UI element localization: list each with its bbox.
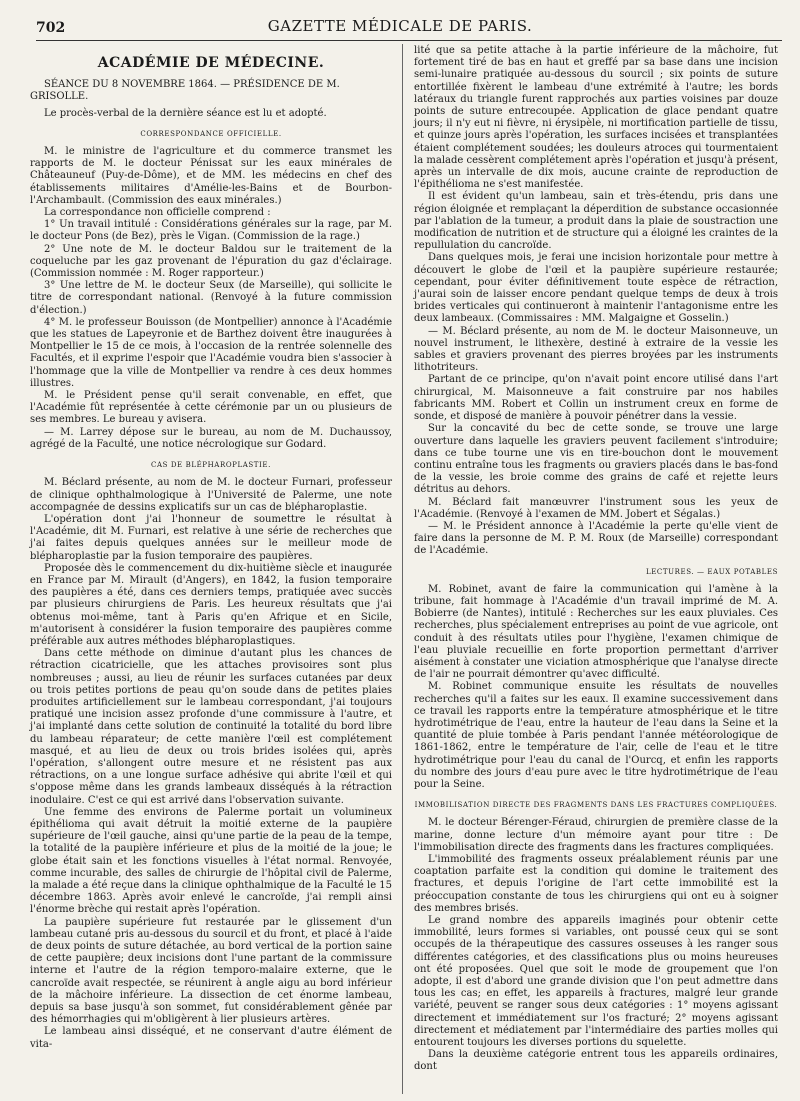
paragraph: Proposée dès le commencement du dix-huitième siècle et inaugurée en France par M. Mirault (d'Angers), en 1842, la fusion temporaire des paupières a été, dans ces derniers temps, pratiquée avec succès par plusieurs chirurgiens de Paris. Les heureux résultats que j'ai obtenus moi-même, tant à Paris qu'en Afrique et en Sicile, m'autorisent à considérer la fusion temporaire des paupières comme préférable aux autres méthodes blépharoplastiques. <box>30 562 392 647</box>
paragraph: 3° Une lettre de M. le docteur Seux (de Marseille), qui sollicite le titre de correspondant national. (Renvoyé à la future commission d'élection.) <box>30 280 392 316</box>
paragraph: Sur la concavité du bec de cette sonde, se trouve une large ouverture dans laquelle les graviers peuvent facilement s'introduire; dans ce tube tourne une vis en tire-bouchon dont le mouvement continu entraîne tous les fragments ou graviers placés dans le bas-fond de la vessie, les broie comme des grains de café et rejette leurs détritus au dehors. <box>414 423 778 496</box>
paragraph: 2° Une note de M. le docteur Baldou sur le traitement de la coqueluche par les gaz provenant de l'épuration du gaz d'éclairage. (Commission nommée : M. Roger rapporteur.) <box>30 243 392 280</box>
paragraph: lité que sa petite attache à la partie inférieure de la mâchoire, fut fortement tiré de bas en haut et greffé par sa base dans une incision semi-lunaire pratiquée au-dessous du sourcil ; six points de suture entortillée fixèrent le lambeau d'une extrémité à l'autre; les bords latéraux du triangle furent rapprochés aux parties voisines par douze points de suture entrecoupée. Application de glace pendant quatre jours; il n'y eut ni fièvre, ni érysipèle, ni mortification partielle de tissu, et quinze jours après l'opération, les surfaces incisées et transplantées étaient complétement soudées; les douleurs atroces qui tourmentaient la malade cessèrent complétement après l'opération et jusqu'à présent, après un intervalle de dix mois, aucune crainte de reproduction de l'épithélioma ne s'est manifestée. <box>414 45 778 191</box>
section-heading: SÉANCE DU 8 NOVEMBRE 1864. — PRÉSIDENCE DE M. GRISOLLE. <box>30 79 340 103</box>
header-rule <box>36 40 782 41</box>
paragraph: 4° M. le professeur Bouisson (de Montpellier) annonce à l'Académie que les statues de Lapeyronie et de Barthez doivent être inaugurées à Montpellier le 15 de ce mois, à l'occasion de la rentrée solennelle des Facultés, et il exprime l'espoir que l'Académie voudra bien s'associer à l'hommage que la ville de Montpellier va rendre à ces deux hommes illustres. <box>30 316 392 389</box>
paragraph: M. le ministre de l'agriculture et du commerce transmet les rapports de M. le docteur Pénissat sur les eaux minérales de Châteauneuf (Puy-de-Dôme), et de MM. les médecins en chef des établissements militaires d'Amélie-les-Bains et de Bourbon-l'Archambault. (Commission des eaux minérales.) <box>30 146 392 206</box>
left-column <box>30 45 392 1051</box>
paragraph: Dans quelques mois, je ferai une incision horizontale pour mettre à découvert le globe de l'œil et la paupière supérieure restaurée; cependant, pour éviter définitivement toute espèce de rétraction, j'aurai soin de laisser encore pendant quelque temps de deux à trois brides verticales qui continueront à maintenir l'antagonisme entre les deux lambeaux. (Commissaires : MM. Malgaigne et Gosselin.) <box>414 252 778 325</box>
page-header <box>0 0 800 40</box>
paragraph: — M. Béclard présente, au nom de M. le docteur Maisonneuve, un nouvel instrument, le lithexère, destiné à extraire de la vessie les sables et graviers provenant des pierres broyées par les instruments lithotriteurs. <box>414 325 778 374</box>
paragraph: M. Robinet, avant de faire la communication qui l'amène à la tribune, fait hommage à l'Académie d'un travail imprimé de M. A. Bobierre (de Nantes), intitulé : Recherches sur les eaux pluviales. Ces recherches, plus spécialement entreprises au point de vue agricole, ont conduit à des résultats utiles pour l'hygiène, l'examen chimique de l'eau pluviale recueillie en forte proportion permettant d'arriver aisément à constater une viciation atmosphérique que l'analyse directe de l'air ne pourrait démontrer qu'avec difficulté. <box>414 583 778 681</box>
paragraph: M. Robinet communique ensuite les résultats de nouvelles recherches qu'il a faites sur les eaux. Il examine successivement dans ce travail les rapports entre la température atmosphérique et le titre hydrotimétrique de l'eau, entre la hauteur de l'eau dans la Seine et la quantité de pluie tombée à Paris pendant l'année météorologique de 1861-1862, entre le température de l'air, celle de l'eau et le titre hydrotimétrique pour l'eau du canal de l'Ourcq, et enfin les rapports du nombre des jours d'eau pure avec le titre hydrotimétrique de l'eau pour la Seine. <box>414 681 778 790</box>
paragraph: L'opération dont j'ai l'honneur de soumettre le résultat à l'Académie, dit M. Furnari, est relative à une série de recherches que j'ai faites depuis quelques années sur le meilleur mode de blépharoplastie par la fusion temporaire des paupières. <box>30 513 392 562</box>
paragraph: M. le Président pense qu'il serait convenable, en effet, que l'Académie fût représentée à cette cérémonie par un ou plusieurs de ses membres. Le bureau y avisera. <box>30 390 392 426</box>
section-heading: LECTURES. — EAUX POTABLES <box>645 567 778 576</box>
paragraph: Partant de ce principe, qu'on n'avait point encore utilisé dans l'art chirurgical, M. Maisonneuve a fait construire par nos habiles fabricants MM. Robert et Collin un instrument creux en forme de sonde, et disposé de manière à pouvoir pénétrer dans la vessie. <box>414 374 778 423</box>
paragraph: M. Béclard fait manœuvrer l'instrument sous les yeux de l'Académie. (Renvoyé à l'examen de MM. Jobert et Ségalas.) <box>414 496 778 520</box>
paragraph: Dans la deuxième catégorie entrent tous les appareils ordinaires, dont <box>414 1049 778 1073</box>
right-column <box>414 45 778 1074</box>
paragraph: — M. le Président annonce à l'Académie la perte qu'elle vient de faire dans la personne de M. P. M. Roux (de Marseille) correspondant de l'Académie. <box>414 520 778 557</box>
paragraph: M. Béclard présente, au nom de M. le docteur Furnari, professeur de clinique ophthalmologique à l'Université de Palerme, une note accompagnée de dessins explicatifs sur un cas de blépharoplastie. <box>30 477 392 513</box>
paragraph: La paupière supérieure fut restaurée par le glissement d'un lambeau cutané pris au-dessous du sourcil et du front, et placé à l'aide de deux points de suture détachée, au bord vertical de la portion saine de cette paupière; deux incisions dont l'une partant de la commissure interne et l'autre de la région temporo-malaire externe, que le cancroïde avait respectée, se réunirent à angle aigu au bord inférieur de la mâchoire inférieure. La dissection de cet énorme lambeau, depuis sa base jusqu'à son sommet, fut considérablement gênée par des hémorrhagies qui m'obligèrent à lier plusieurs artères. <box>30 916 392 1026</box>
paragraph: Le procès-verbal de la dernière séance est lu et adopté. <box>44 107 327 119</box>
paragraph: La correspondance non officielle comprend : <box>44 207 271 219</box>
section-heading: CAS DE BLÉPHAROPLASTIE. <box>151 461 271 470</box>
column-separator <box>402 44 403 1094</box>
paragraph: Dans cette méthode on diminue d'autant plus les chances de rétraction cicatricielle, que les attaches provisoires sont plus nombreuses ; aussi, au lieu de réunir les surfaces cutanées par deux ou trois petites portions de peau qu'on soude dans de petites plaies produites artificiellement sur le lambeau correspondant, j'ai toujours pratiqué une incision assez profonde d'une commissure à l'autre, et j'ai implanté dans cette solution de continuité la totalité du bord libre du lambeau réparateur; de cette manière l'œil est complétement masqué, et au lieu de deux ou trois brides isolées qui, après l'opération, s'allongent outre mesure et ne résistent pas aux rétractions, on a une longue surface adhésive qui abrite l'œil et qui s'oppose même dans les grands lambeaux disséqués à la rétraction inodulaire. C'est ce qui est arrivé dans l'observation suivante. <box>30 648 392 806</box>
paragraph: Le grand nombre des appareils imaginés pour obtenir cette immobilité, leurs formes si variables, ont poussé ceux qui se sont occupés de la thérapeutique des cassures osseuses à les ranger sous différentes catégories, et des classifications plus ou moins heureuses ont été proposées. Quel que soit le mode de groupement que l'on adopte, il est d'abord une grande division que l'on peut admettre dans tous les cas; en effet, les appareils à fractures, malgré leur grande variété, peuvent se ranger sous deux catégories : 1° moyens agissant directement et immédiatement sur l'os fracturé; 2° moyens agissant directement et médiatement par l'intermédiaire des parties molles qui entourent toujours les diverses portions du squelette. <box>414 915 778 1049</box>
paragraph: Une femme des environs de Palerme portait un volumineux épithélioma qui avait détruit la moitié externe de la paupière supérieure de l'œil gauche, ainsi qu'une partie de la peau de la tempe, la totalité de la paupière inférieure et plus de la moitié de la joue; le globe était sain et les fonctions visuelles à l'état normal. Renvoyée, comme incurable, des salles de chirurgie de l'hôpital civil de Palerme, la malade a été reçue dans la clinique ophthalmique de la Faculté le 15 décembre 1863. Après avoir enlevé le cancroïde, j'ai rempli ainsi l'énorme brèche qui restait après l'opération. <box>30 806 393 916</box>
paragraph: 1° Un travail intitulé : Considérations générales sur la rage, par M. le docteur Pons (de Bez), près le Vigan. (Commission de la rage.) <box>30 219 392 243</box>
page-number: 702 <box>36 20 66 36</box>
paragraph: L'immobilité des fragments osseux préalablement réunis par une coaptation parfaite est la condition qui domine le traitement des fractures, et depuis l'origine de l'art cette immobilité est la préoccupation constante de tous les chirurgiens qui ont eu à soigner des membres brisés. <box>414 854 778 914</box>
section-heading: ACADÉMIE DE MÉDECINE. <box>97 55 325 71</box>
paragraph: Le lambeau ainsi disséqué, et ne conservant d'autre élément de vita- <box>30 1026 392 1050</box>
paragraph: — M. Larrey dépose sur le bureau, au nom de M. Duchaussoy, agrégé de la Faculté, une notice nécrologique sur Godard. <box>30 426 392 450</box>
running-head: GAZETTE MÉDICALE DE PARIS. <box>267 17 533 35</box>
paragraph: Il est évident qu'un lambeau, sain et très-étendu, pris dans une région éloignée et remplaçant la déperdition de substance occasionnée par l'ablation de la tumeur, a produit dans la plaie de soustraction une modification de nutrition et de structure qui a éloigné les craintes de la repullulation du cancroïde. <box>414 191 778 252</box>
paragraph: M. le docteur Bérenger-Féraud, chirurgien de première classe de la marine, donne lecture d'un mémoire ayant pour titre : De l'immobilisation directe des fragments dans les fractures compliquées. <box>414 817 778 853</box>
section-heading: IMMOBILISATION DIRECTE DES FRAGMENTS DANS LES FRACTURES COMPLIQUÉES. <box>414 801 778 810</box>
section-heading: CORRESPONDANCE OFFICIELLE. <box>140 129 282 138</box>
